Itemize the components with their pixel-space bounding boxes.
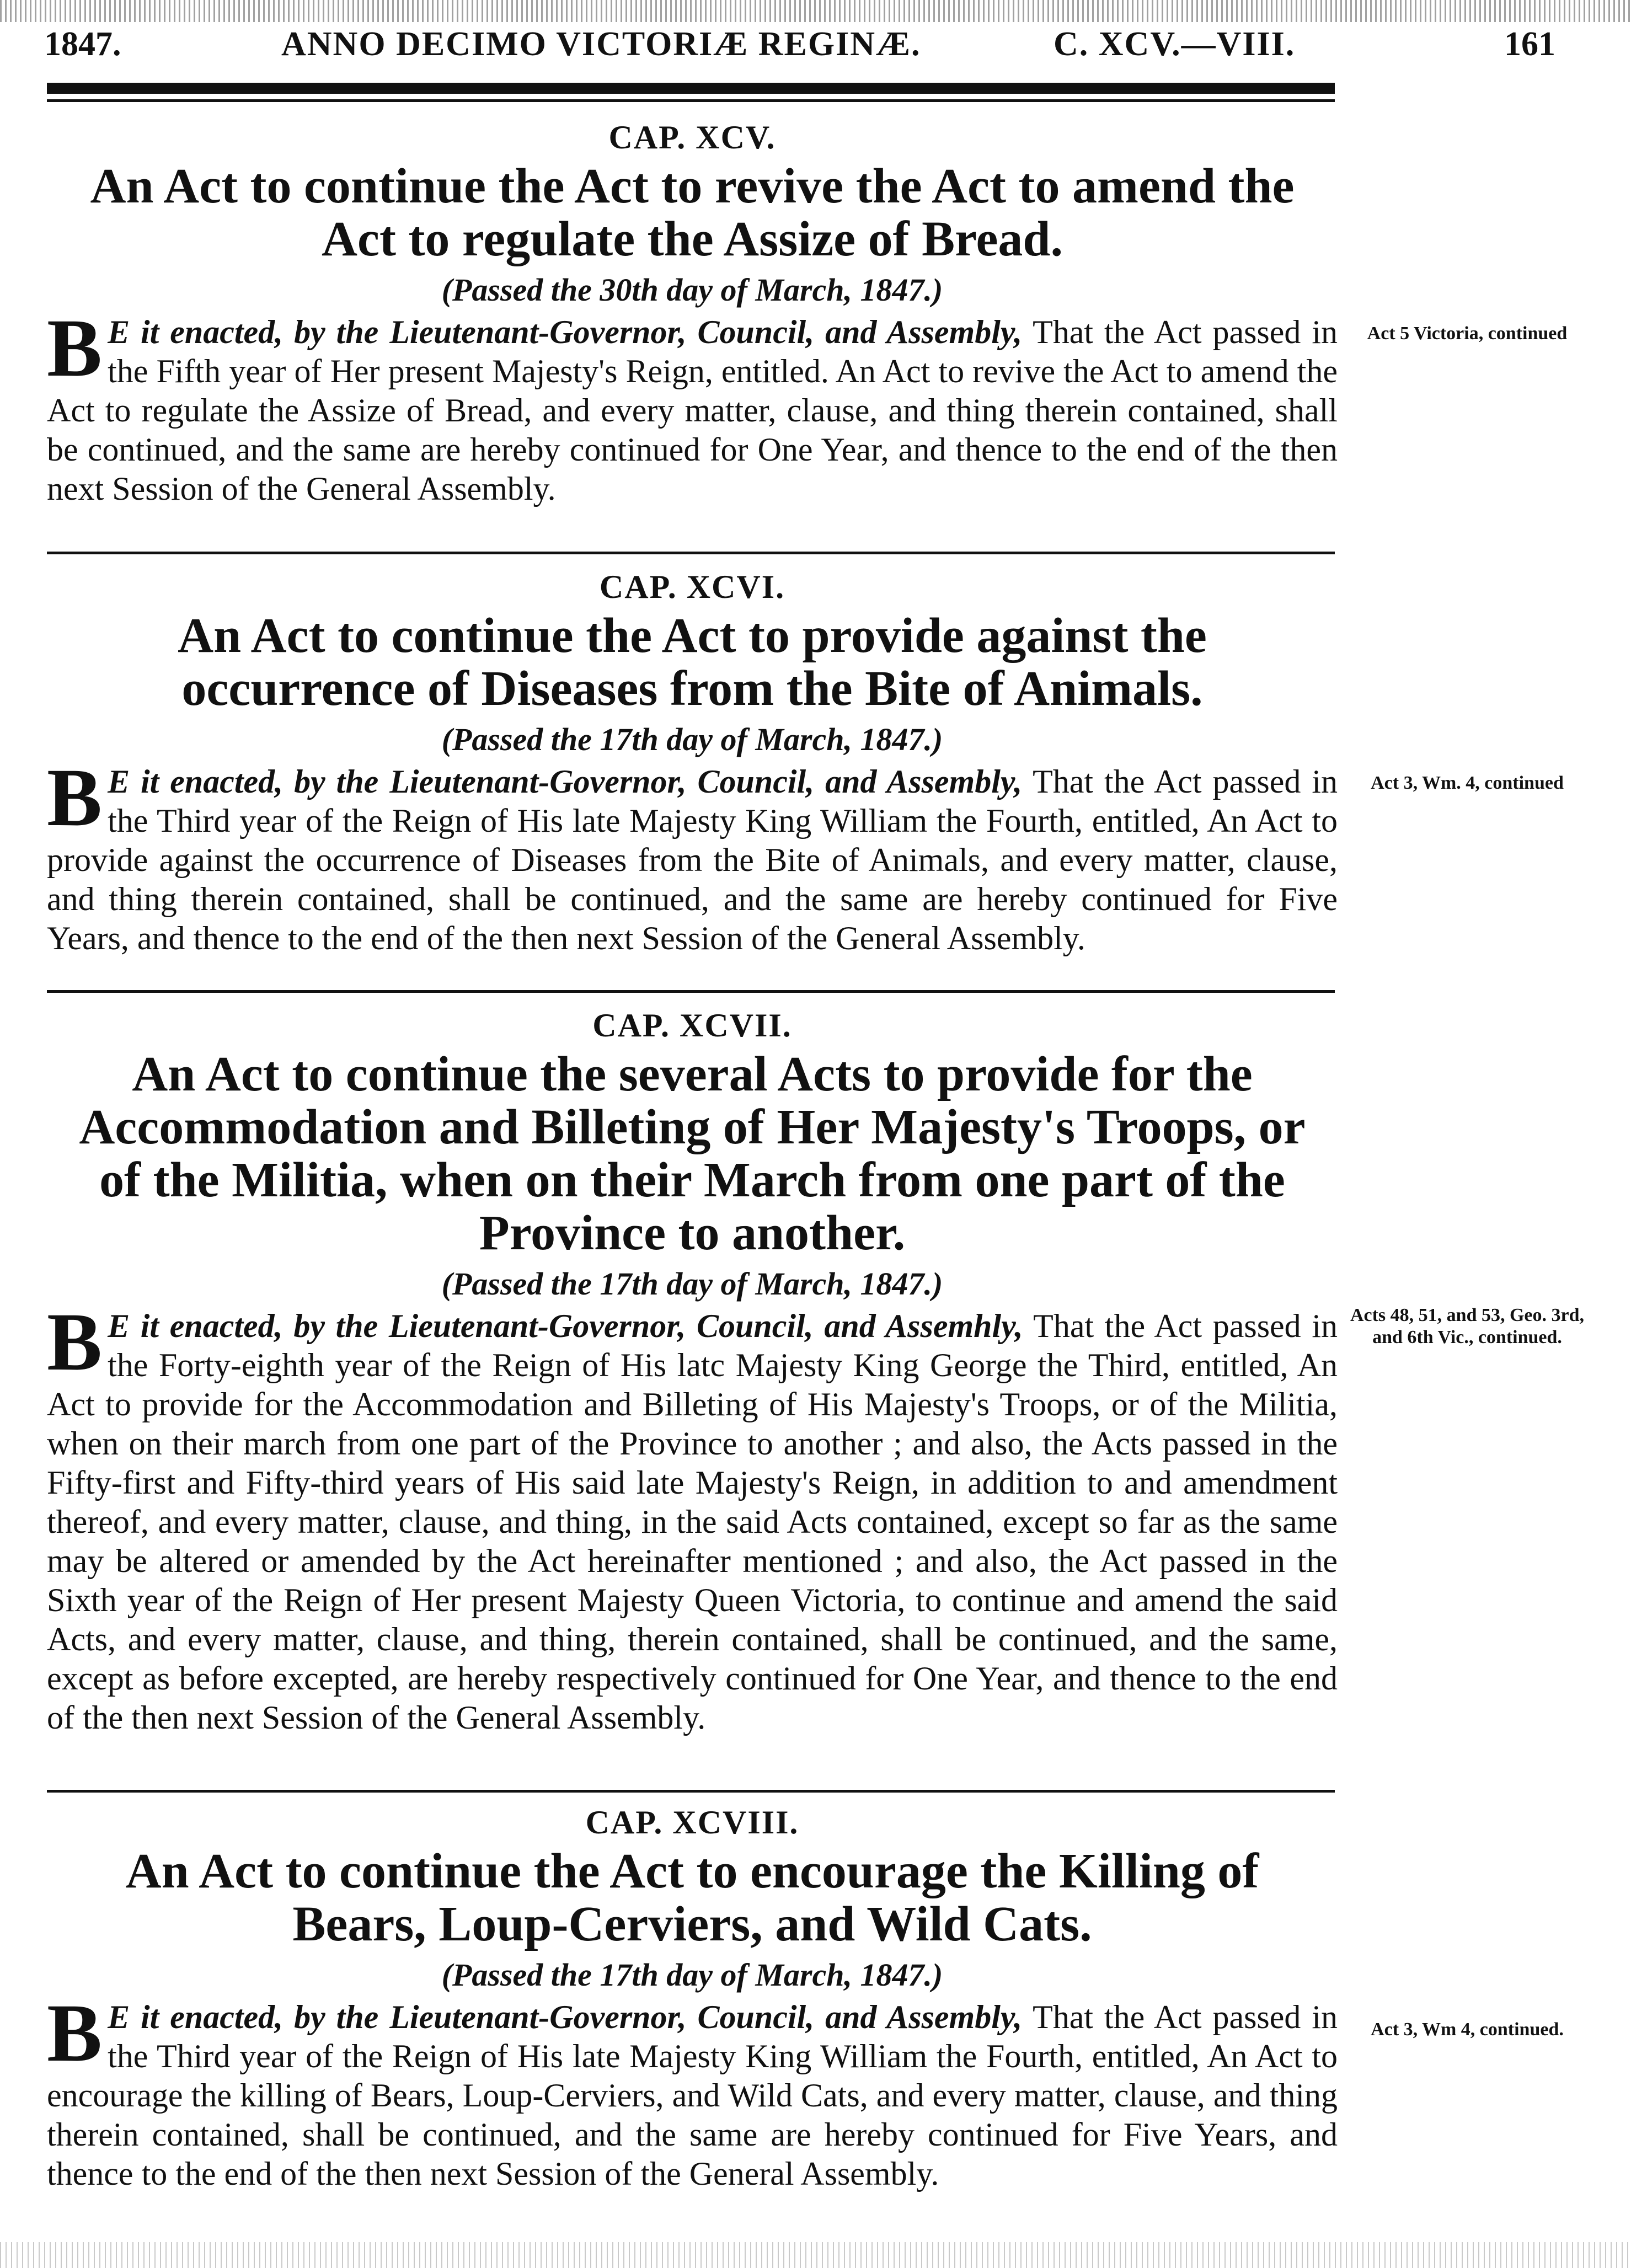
chapter-heading: CAP. XCVI. xyxy=(599,569,785,605)
chapter-heading: CAP. XCV. xyxy=(608,119,776,156)
chapter-heading: CAP. XCVII. xyxy=(592,1007,792,1044)
section-divider xyxy=(47,1790,1335,1793)
running-header xyxy=(44,25,1566,63)
act-section xyxy=(47,568,1338,958)
drop-cap: B xyxy=(47,1296,103,1388)
page-number: 161 xyxy=(1504,25,1555,63)
act-body xyxy=(47,1987,1338,2194)
act-body-text: That the Act passed in the Third year of the Reign of His late Majesty King William the Fourth, entitled, An Act to provide against the occurrence of Diseases from the Bite of Animals, and every matter, clause, and thing therein contained, shall be continued, and the same are hereby continued for Five Years, and thence to the end of the then next Session of the General Assembly. xyxy=(47,763,1338,956)
drop-cap: B xyxy=(47,302,103,394)
passed-date: (Passed the 30th day of March, 1847.) xyxy=(441,272,943,308)
chapter-heading: CAP. XCVIII. xyxy=(585,1804,799,1841)
passed-date: (Passed the 17th day of March, 1847.) xyxy=(441,721,943,757)
act-section xyxy=(47,1804,1338,2194)
passed-date: (Passed the 17th day of March, 1847.) xyxy=(441,1957,943,1993)
enacting-clause: E it enacted, by the Lieutenant-Governor, Council, and Assembly, xyxy=(108,763,1023,800)
scan-artifact-bottom xyxy=(0,2242,1631,2268)
passed-date: (Passed the 17th day of March, 1847.) xyxy=(441,1266,943,1302)
marginal-note: Act 5 Victoria, continued xyxy=(1367,323,1568,344)
header-running-title: ANNO DECIMO VICTORIÆ REGINÆ. xyxy=(281,25,921,63)
act-title: An Act to continue the Act to revive the Act to amend the Act to regulate the Assize of Bread. xyxy=(90,159,1295,266)
enacting-clause: E it enacted, by the Lieutenant-Governor, Council, and Assembly, xyxy=(108,314,1023,350)
act-title: An Act to continue the several Acts to provide for the Accommodation and Billeting of Her Majesty's Troops, or of the Militia, when on their March from one part of the Province to another. xyxy=(79,1047,1306,1260)
header-rule-thick xyxy=(47,83,1335,94)
marginal-note: Act 3, Wm. 4, continued xyxy=(1371,773,1564,793)
header-chapters: C. XCV.—VIII. xyxy=(1054,25,1296,63)
header-year: 1847. xyxy=(44,25,121,63)
act-body xyxy=(47,752,1338,958)
enacting-clause: E it enacted, by the Lieutenant-Governor, Council, and Assemhly, xyxy=(108,1308,1023,1344)
act-title: An Act to continue the Act to encourage the Killing of Bears, Loup-Cerviers, and Wild Cats. xyxy=(125,1844,1259,1951)
drop-cap: B xyxy=(47,752,103,843)
act-body-text: That the Act passed in the Forty-eighth year of the Reign of His latc Majesty King George the Third, entitled, An Act to provide for the Accommodation and Billeting of His Majesty's Troops, or of the Militia, when on their march from one part of the Province to another ; and also, the Acts passed in the Fifty-first and Fifty-third years of His said late Majesty's Reign, in addition to and amendment thereof, and every matter, clause, and thing, in the said Acts contained, except so far as the same may be altered or amended by the Act hereinafter mentioned ; and also, the Act passed in the Sixth year of the Reign of Her present Majesty Queen Victoria, to continue and amend the said Acts, and every matter, clause, and thing, therein contained, shall be continued, and the same, except as before excepted, are hereby respectively continued for One Year, and thence to the end of the then next Session of the General Assembly. xyxy=(47,1308,1338,1736)
act-section xyxy=(47,119,1338,509)
drop-cap: B xyxy=(47,1987,103,2079)
act-body xyxy=(47,1296,1338,1737)
scan-artifact-top xyxy=(0,0,1631,22)
enacting-clause: E it enacted, by the Lieutenant-Governor, Council, and Assembly, xyxy=(108,1999,1023,2035)
header-rule-thin xyxy=(47,99,1335,102)
marginal-note: Act 3, Wm 4, continued. xyxy=(1371,2019,1564,2040)
section-divider xyxy=(47,552,1335,554)
act-section xyxy=(47,1007,1338,1737)
act-title: An Act to continue the Act to provide against the occurrence of Diseases from the Bite of Animals. xyxy=(178,608,1207,716)
section-divider xyxy=(47,990,1335,993)
act-body-text: That the Act passed in the Fifth year of Her present Majesty's Reign, entitled. An Act to revive the Act to amend the Act to regulate the Assize of Bread, and every matter, clause, and thing therein contained, shall be continued, and the same are hereby continued for One Year, and thence to the end of the then next Session of the General Assembly. xyxy=(47,314,1338,507)
act-body xyxy=(47,302,1338,509)
marginal-note: Acts 48, 51, and 53, Geo. 3rd, and 6th Vic., continued. xyxy=(1350,1305,1585,1347)
act-body-text: That the Act passed in the Third year of the Reign of His late Majesty King William the Fourth, entitled, An Act to encourage the killing of Bears, Loup-Cerviers, and Wild Cats, and every matter, clause, and thing therein contained, shall be continued, and the same are hereby continued for Five Years, and thence to the end of the then next Session of the General Assembly. xyxy=(47,1999,1338,2192)
